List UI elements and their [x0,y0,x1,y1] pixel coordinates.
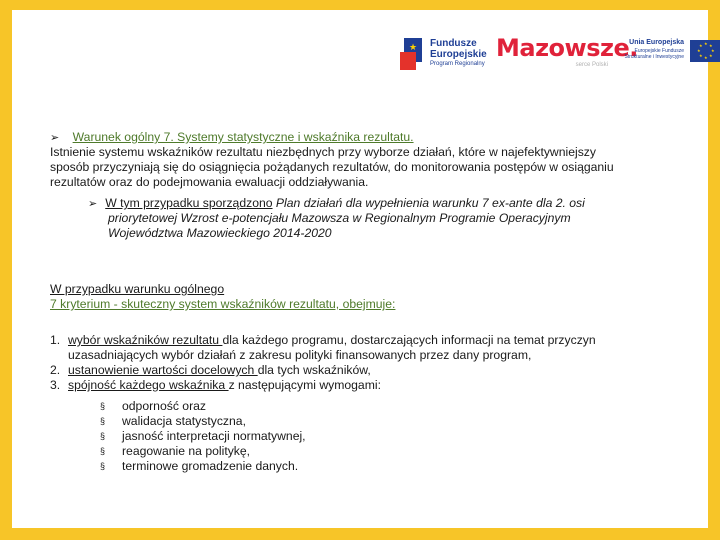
requirement-text: reagowanie na politykę, [122,444,251,458]
fundusze-europejskie-logo [400,38,490,74]
requirement-item [100,444,500,459]
requirement-item [100,459,500,474]
section-bullet-icon: § [100,461,106,471]
requirement-item [100,399,500,414]
requirement-item [100,414,500,429]
action-plan-title-cont: Województwa Mazowieckiego 2014-2020 [108,226,332,240]
list-item-text: dla każdego programu, dostarczających informacji na temat przyczyn [222,333,596,347]
list-item-text: z następującymi wymogami: [228,378,381,392]
action-plan-note [88,196,648,241]
mazowsze-tagline: serce Polski [575,62,608,68]
fe-line1: Fundusze [430,38,477,49]
unia-europejska-logo [622,38,720,74]
requirement-text: walidacja statystyczna, [122,414,246,428]
list-item-key: ustanowienie wartości docelowych [68,363,258,377]
requirement-text: odporność oraz [122,399,207,413]
list-item [50,378,670,393]
requirement-item [100,429,500,444]
mazowsze-wordmark: Mazowsze. [496,34,638,62]
list-number: 3. [50,378,61,392]
arrow-bullet-icon: ➢ [88,197,98,210]
mazowsze-logo [496,34,638,74]
action-plan-lead: W tym przypadku sporządzono [105,196,273,210]
list-item [50,363,670,378]
requirement-text: terminowe gromadzenie danych. [122,459,299,473]
section-bullet-icon: § [100,416,106,426]
requirements-list [100,399,500,474]
action-plan-title: Plan działań dla wypełnienia warunku 7 ex-ante dla 2. osi [272,196,585,210]
criterion-line2: 7 kryterium - skuteczny system wskaźników rezultatu, obejmuje: [50,297,396,311]
section-bullet-icon: § [100,431,106,441]
list-item-key: wybór wskaźników rezultatu [68,333,223,347]
heading-text: Warunek ogólny 7. Systemy statystyczne i wskaźnika rezultatu. [72,130,414,144]
criterion-heading [50,282,395,312]
fundusze-europejskie-mark-icon: ★ [400,38,426,72]
logo-bar [400,36,720,74]
slide [12,10,715,528]
fe-line3: Program Regionalny [430,61,485,67]
paragraph-line: sposób przyczyniają się do osiągnięcia pożądanych rezultatów, do monitorowania postępów w osiąganiu [50,160,614,174]
list-item-text: dla tych wskaźników, [257,363,371,377]
ue-line3: Strukturalne i Inwestycyjne [624,54,684,60]
action-plan-title-cont: priorytetowej Wzrost e-potencjału Mazowsza w Regionalnym Programie Operacyjnym [108,211,571,225]
list-item-cont: uzasadniających wybór działań z zakresu polityki finansowanych przez dany program, [68,348,532,362]
heading-line [50,130,414,145]
description-paragraph [50,145,670,190]
paragraph-line: rezultatów oraz do podejmowania ewaluacji oddziaływania. [50,175,369,189]
criterion-line1: W przypadku warunku ogólnego [50,282,225,296]
requirement-text: jasność interpretacji normatywnej, [122,429,306,443]
criteria-list [50,333,670,393]
section-bullet-icon: § [100,401,106,411]
fe-line2: Europejskie [430,49,487,60]
section-bullet-icon: § [100,446,106,456]
eu-flag-icon: ★ ★ ★ ★ ★ ★ ★ ★ [690,40,720,62]
ue-line1: Unia Europejska [629,39,684,46]
list-number: 1. [50,333,61,347]
list-number: 2. [50,363,61,377]
list-item [50,333,670,363]
paragraph-line: Istnienie systemu wskaźników rezultatu niezbędnych przy wyborze działań, które w najefektywniejszy [50,145,596,159]
arrow-bullet-icon: ➢ [50,131,60,144]
ue-line2: Europejskie Fundusze [634,48,684,54]
list-item-key: spójność każdego wskaźnika [68,378,229,392]
